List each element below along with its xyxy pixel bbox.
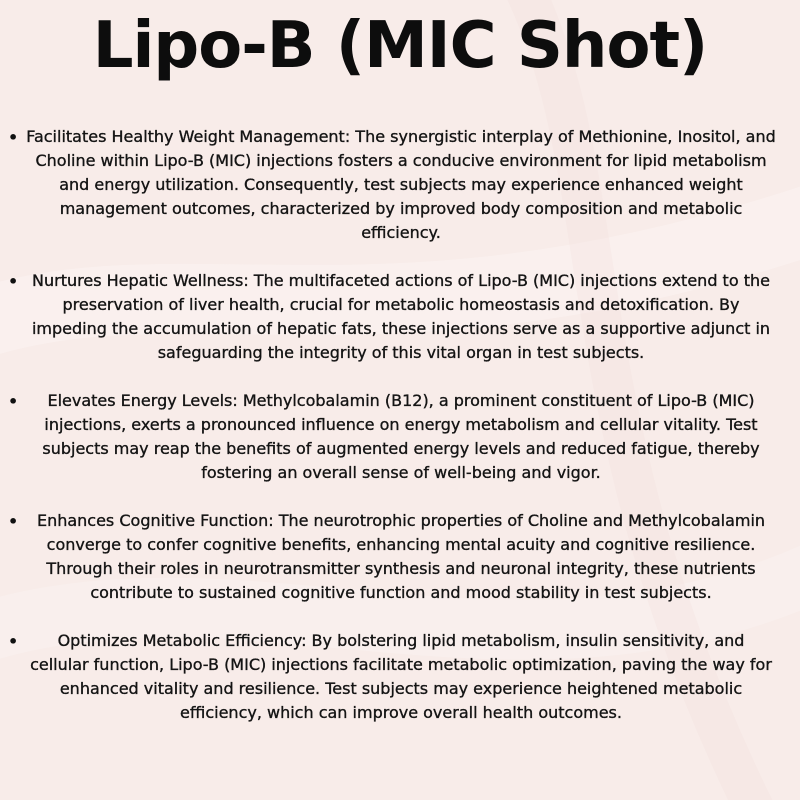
list-item-text: Nurtures Hepatic Wellness: The multifaceted actions of Lipo-B (MIC) injections extend to the preservation of liver health, crucial for metabolic homeostasis and detoxification. By impeding the accumulation of hepatic fats, these injections serve as a supportive adjunct in safeguarding the integrity of this vital organ in test subjects. [31,271,771,362]
bullet-icon: • [8,128,19,147]
list-item-text: Optimizes Metabolic Efficiency: By bolstering lipid metabolism, insulin sensitivity, and cellular function, Lipo-B (MIC) injections facilitate metabolic optimization, paving the way for enhanced vitality and resilience. Test subjects may experience heightened metabolic efficiency, which can improve overall health outcomes. [30,631,772,722]
bullet-icon: • [8,512,19,531]
list-item-text: Facilitates Healthy Weight Management: The synergistic interplay of Methionine, Inositol, and Choline within Lipo-B (MIC) injections fosters a conducive environment for lipid metabolism and energy utilization. Consequently, test subjects may experience enhanced weight management outcomes, characterized by improved body composition and metabolic efficiency. [26,127,776,242]
list-item [0,509,800,605]
list-item [0,269,800,365]
list-item [0,125,800,245]
page-title: Lipo-B (MIC Shot) [92,9,708,83]
list-item-text: Enhances Cognitive Function: The neurotrophic properties of Choline and Methylcobalamin converge to confer cognitive benefits, enhancing mental acuity and cognitive resilience. Through their roles in neurotransmitter synthesis and neuronal integrity, these nutrients contribute to sustained cognitive function and mood stability in test subjects. [36,511,766,602]
list-item [0,389,800,485]
bullet-icon: • [8,392,19,411]
list-item [0,629,800,725]
benefits-list [0,125,800,749]
bullet-icon: • [8,272,19,291]
list-item-text: Elevates Energy Levels: Methylcobalamin (B12), a prominent constituent of Lipo-B (MIC) injections, exerts a pronounced influence on energy metabolism and cellular vitality. Test subjects may reap the benefits of augmented energy levels and reduced fatigue, thereby fostering an overall sense of well-being and vigor. [42,391,760,482]
bullet-icon: • [8,632,19,651]
